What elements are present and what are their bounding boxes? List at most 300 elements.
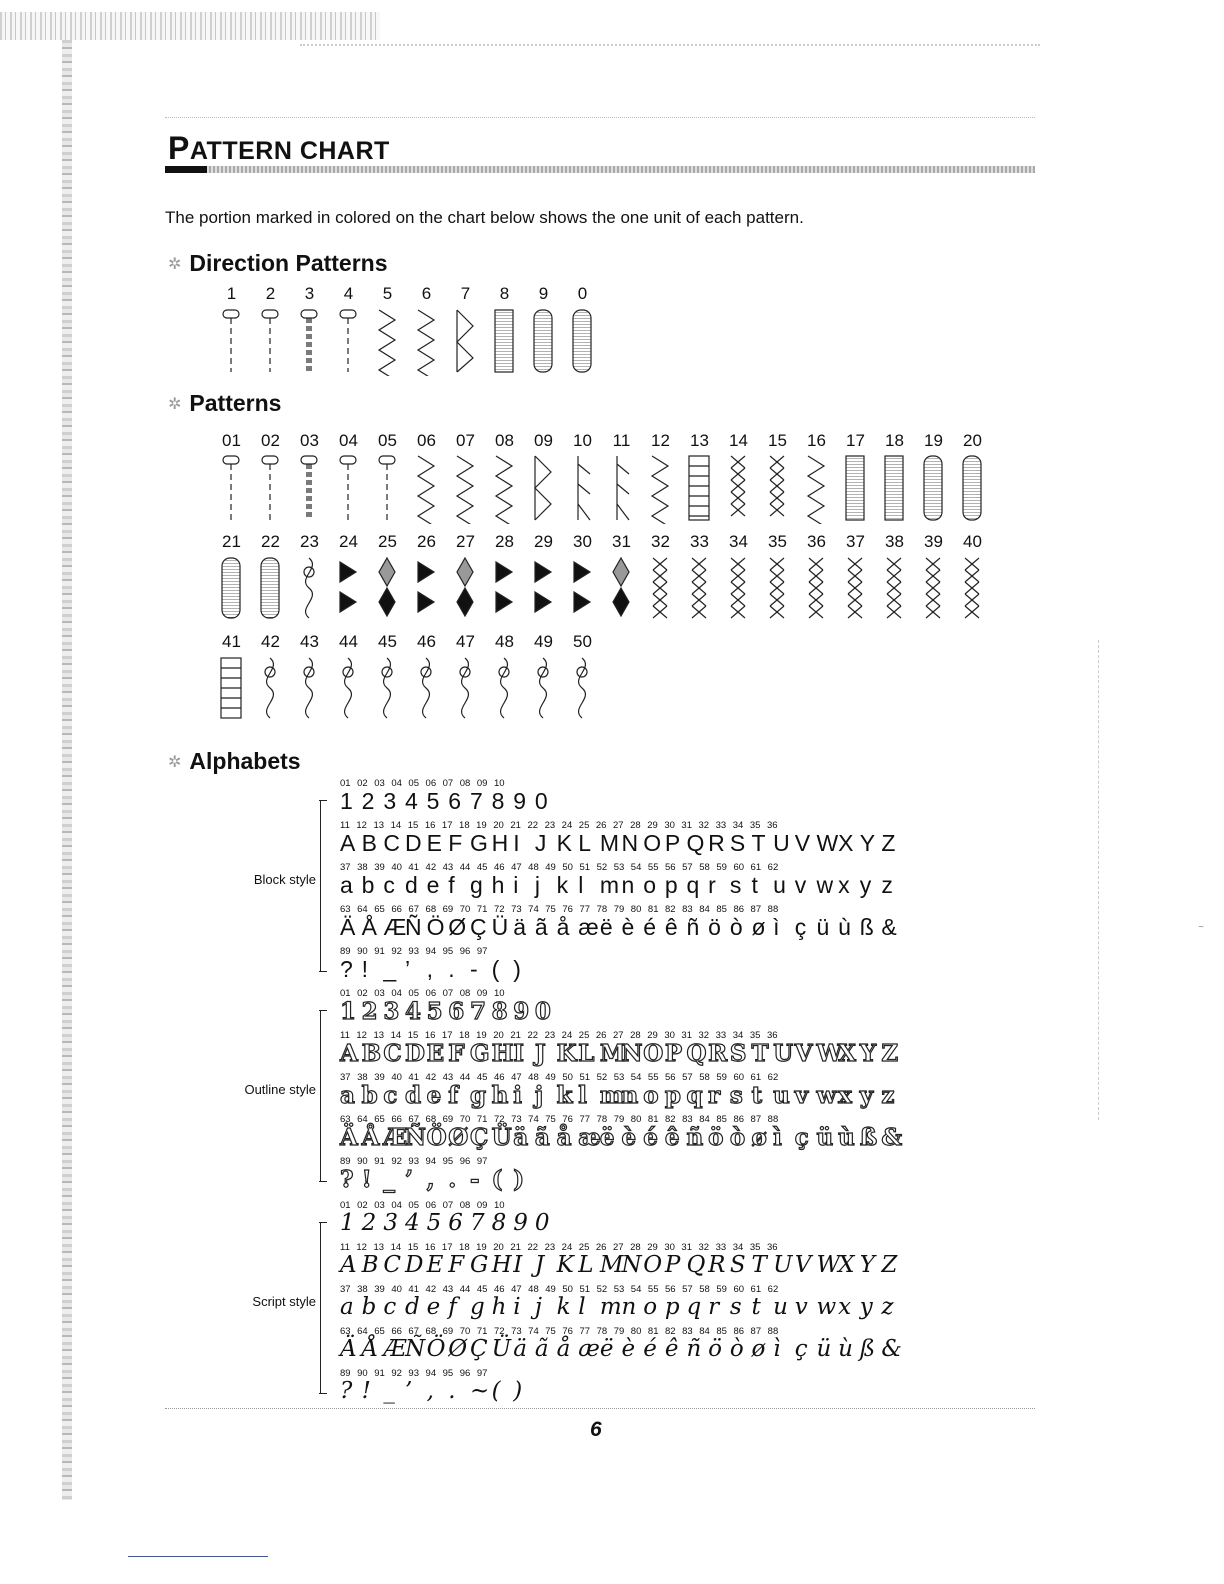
- alphabet-bracket: [320, 800, 321, 972]
- pattern-stitch-33: [692, 558, 706, 618]
- alphabet-char: q: [686, 872, 700, 898]
- alphabet-char: Ç: [469, 1336, 488, 1362]
- sparkle-icon: ✲: [168, 753, 182, 771]
- alphabet-char: .: [448, 1378, 456, 1404]
- alphabet-char: ?: [340, 1166, 354, 1193]
- pattern-stitch-43: [304, 658, 314, 718]
- pattern-number: 11: [612, 431, 631, 450]
- alphabet-char: Ö: [426, 1124, 447, 1151]
- alphabet-char: Y: [859, 1040, 877, 1067]
- alphabet-char: ’: [404, 1378, 413, 1404]
- alphabet-char: d: [404, 872, 418, 898]
- page-number: 6: [590, 1418, 602, 1441]
- alphabet-char: ù: [838, 914, 851, 940]
- pattern-stitch-10: [578, 456, 590, 520]
- alphabet-char: ã: [534, 1124, 550, 1151]
- alphabet-char: J: [534, 1252, 545, 1278]
- pattern-number: 25: [378, 532, 397, 551]
- alphabet-char: å: [556, 1336, 571, 1362]
- alphabet-number-row: 89 90 91 92 93 94 95 96 97: [340, 946, 488, 957]
- alphabet-char: U: [773, 830, 790, 856]
- pattern-number: 37: [846, 532, 865, 551]
- alphabet-char: 9: [513, 998, 530, 1025]
- alphabet-char: 2: [361, 788, 375, 814]
- alphabet-char: ’: [404, 956, 411, 982]
- alphabet-char: V: [794, 1040, 813, 1067]
- alphabet-char-row: [340, 874, 903, 897]
- alphabet-char: Z: [881, 830, 896, 856]
- pattern-number: 43: [300, 632, 319, 651]
- pattern-stitch-22: [261, 558, 279, 618]
- alphabet-char: H: [491, 830, 509, 856]
- alphabet-char: è: [621, 1124, 637, 1151]
- alphabet-bracket: [320, 1010, 321, 1182]
- title-underline-bar: [165, 166, 1035, 173]
- alphabet-char: Ä: [340, 1336, 357, 1362]
- pattern-number: 08: [495, 431, 514, 450]
- pattern-number: 49: [534, 632, 553, 651]
- pattern-stitch-03: [301, 456, 317, 520]
- pattern-stitch-19: [924, 456, 942, 520]
- alphabet-char: T: [751, 830, 766, 856]
- pattern-stitch-07: [457, 456, 473, 524]
- alphabet-char: B: [361, 1040, 382, 1067]
- alphabet-char: y: [859, 1082, 874, 1109]
- alphabet-char: b: [361, 872, 375, 898]
- alphabet-char: Ø: [448, 1124, 469, 1151]
- alphabet-char: .: [448, 956, 455, 982]
- alphabet-char: v: [794, 1294, 808, 1320]
- alphabet-char: g: [469, 1294, 485, 1320]
- alphabet-style-label: Script style: [252, 1294, 316, 1309]
- scan-mark: ~: [1198, 922, 1204, 933]
- alphabet-char: R: [708, 1252, 726, 1278]
- alphabet-char: 8: [491, 1210, 507, 1236]
- alphabet-char: v: [794, 1082, 809, 1109]
- alphabet-char: 0: [534, 998, 551, 1025]
- alphabet-char: 0: [534, 788, 548, 814]
- alphabet-char: ?: [340, 1378, 353, 1404]
- alphabet-char-row: [340, 1000, 557, 1023]
- pattern-stitch-11: [617, 456, 629, 520]
- alphabet-char-row: [340, 1042, 903, 1065]
- alphabet-char: Ö: [426, 1336, 446, 1362]
- alphabet-number-row: 37 38 39 40 41 42 43 44 45 46 47 48 49 50 51 52 53 54 55 56 57 58 59 60 61 62: [340, 1284, 779, 1295]
- top-dotted-rule: [300, 44, 1040, 46]
- alphabet-char: Ü: [491, 914, 509, 940]
- alphabet-char: F: [448, 830, 463, 856]
- pattern-number: 4: [343, 284, 354, 303]
- alphabet-char: S: [729, 1040, 747, 1067]
- alphabet-char: t: [751, 1082, 763, 1109]
- alphabet-char: ò: [729, 914, 743, 940]
- pattern-number: 15: [768, 431, 787, 450]
- alphabet-char: u: [773, 1294, 788, 1320]
- alphabet-char: l: [578, 1294, 586, 1320]
- alphabet-char: N: [621, 1252, 642, 1278]
- header-rule: [165, 117, 1035, 118]
- alphabet-char-row: [340, 790, 557, 813]
- alphabet-char: k: [556, 872, 569, 898]
- alphabet-char: c: [383, 1294, 397, 1320]
- alphabet-char: 1: [340, 1210, 355, 1236]
- alphabet-char: ã: [534, 914, 548, 940]
- alphabet-char: B: [361, 1252, 379, 1278]
- pattern-number: 3: [304, 284, 315, 303]
- alphabet-char: -: [469, 1166, 480, 1193]
- alphabet-char: s: [729, 1082, 743, 1109]
- pattern-number: 02: [261, 431, 280, 450]
- alphabet-char: ø: [751, 1124, 767, 1151]
- pattern-stitch-13: [689, 456, 709, 520]
- pattern-numbers-row-3: [212, 632, 602, 652]
- alphabet-char: G: [469, 1040, 490, 1067]
- alphabet-char: ù: [838, 1124, 855, 1151]
- alphabet-char: ): [513, 956, 521, 982]
- alphabet-char: ä: [513, 914, 527, 940]
- scan-edge-top: [0, 12, 380, 40]
- alphabet-number-row: 63 64 65 66 67 68 69 70 71 72 73 74 75 76 77 78 79 80 81 82 83 84 85 86 87 88: [340, 904, 779, 915]
- alphabet-char: è: [621, 914, 635, 940]
- pattern-number: 8: [499, 284, 510, 303]
- alphabet-char: ë: [599, 914, 613, 940]
- alphabet-char-row: [340, 1296, 903, 1319]
- alphabet-char: T: [751, 1252, 767, 1278]
- direction-stitch-drawings: [212, 306, 602, 376]
- alphabet-char: ì: [773, 1336, 781, 1362]
- pattern-number: 32: [651, 532, 670, 551]
- pattern-stitch-20: [963, 456, 981, 520]
- pattern-number: 23: [300, 532, 319, 551]
- alphabet-char: r: [708, 872, 716, 898]
- pattern-stitch-38: [887, 558, 901, 618]
- pattern-number: 5: [382, 284, 393, 303]
- alphabet-char: u: [773, 872, 786, 898]
- alphabet-char: ê: [664, 1124, 680, 1151]
- alphabet-char: X: [838, 1252, 855, 1278]
- alphabet-char: 4: [404, 1210, 420, 1236]
- alphabet-char: y: [859, 872, 872, 898]
- alphabet-char: Ø: [448, 914, 467, 940]
- alphabet-char: ä: [513, 1336, 527, 1362]
- pattern-stitch-42: [265, 658, 275, 718]
- alphabet-char: X: [838, 830, 854, 856]
- alphabet-char: o: [643, 1294, 658, 1320]
- alphabet-char: &: [881, 1124, 903, 1151]
- alphabet-char: D: [404, 1252, 424, 1278]
- alphabet-char: ë: [599, 1336, 614, 1362]
- pattern-number: 50: [573, 632, 592, 651]
- pattern-stitch-34: [731, 558, 745, 618]
- alphabet-char: W: [816, 830, 839, 856]
- alphabet-char: æ: [578, 914, 599, 940]
- alphabet-char: M: [599, 1040, 626, 1067]
- pattern-stitch-23: [304, 558, 314, 618]
- pattern-stitch-08: [496, 456, 512, 524]
- pattern-number: 13: [690, 431, 709, 450]
- pattern-stitch-21: [222, 558, 240, 618]
- alphabet-char: m: [599, 1294, 622, 1320]
- alphabet-char: I: [513, 830, 520, 856]
- alphabet-char: ,: [426, 1166, 435, 1193]
- alphabet-char: i: [513, 1294, 521, 1320]
- alphabet-char: w: [816, 1294, 837, 1320]
- alphabet-char: x: [838, 872, 850, 898]
- pattern-number: 33: [690, 532, 709, 551]
- alphabet-number-row: 11 12 13 14 15 16 17 18 19 20 21 22 23 24 25 26 27 28 29 30 31 32 33 34 35 36: [340, 820, 778, 831]
- alphabet-char: P: [664, 1252, 681, 1278]
- pattern-number: 45: [378, 632, 397, 651]
- pattern-number: 42: [261, 632, 280, 651]
- alphabet-char: M: [599, 1252, 624, 1278]
- alphabet-char: Å: [361, 1336, 379, 1362]
- alphabet-char: 6: [448, 998, 465, 1025]
- pattern-stitch-35: [770, 558, 784, 618]
- alphabet-char: Ø: [448, 1336, 468, 1362]
- alphabet-char: ö: [708, 1124, 724, 1151]
- alphabet-number-row: 37 38 39 40 41 42 43 44 45 46 47 48 49 50 51 52 53 54 55 56 57 58 59 60 61 62: [340, 1072, 779, 1083]
- alphabet-char: p: [664, 1294, 680, 1320]
- alphabet-char: !: [361, 956, 369, 982]
- pattern-stitch-39: [926, 558, 940, 618]
- alphabet-char: ã: [534, 1336, 549, 1362]
- alphabet-char: g: [469, 872, 483, 898]
- alphabet-char: P: [664, 830, 681, 856]
- pattern-number: 26: [417, 532, 436, 551]
- alphabet-char: L: [578, 1252, 594, 1278]
- alphabet-style-label: Outline style: [244, 1082, 316, 1097]
- alphabet-number-row: 37 38 39 40 41 42 43 44 45 46 47 48 49 50 51 52 53 54 55 56 57 58 59 60 61 62: [340, 862, 779, 873]
- pattern-number: 16: [807, 431, 826, 450]
- pattern-number: 30: [573, 532, 592, 551]
- alphabet-char: ,: [426, 956, 434, 982]
- pattern-stitch-25: [379, 558, 395, 616]
- alphabet-char: f: [448, 1294, 457, 1320]
- pattern-number: 04: [339, 431, 358, 450]
- alphabet-char: N: [621, 830, 639, 856]
- alphabet-char: K: [556, 1040, 577, 1067]
- alphabet-char: ö: [708, 914, 721, 940]
- alphabet-char: f: [448, 872, 455, 898]
- alphabet-char: 3: [383, 998, 400, 1025]
- alphabet-char: F: [448, 1252, 465, 1278]
- pattern-number: 0: [577, 284, 588, 303]
- alphabet-char: ø: [751, 914, 766, 940]
- alphabet-char: è: [621, 1336, 636, 1362]
- pattern-stitch-28: [496, 562, 512, 612]
- alphabet-number-row: 11 12 13 14 15 16 17 18 19 20 21 22 23 24 25 26 27 28 29 30 31 32 33 34 35 36: [340, 1242, 778, 1253]
- alphabet-char: K: [556, 830, 572, 856]
- alphabet-char: E: [426, 830, 442, 856]
- alphabet-char: (: [491, 956, 500, 982]
- pattern-stitch-05: [379, 456, 395, 520]
- section-alphabets: ✲ Alphabets: [168, 748, 301, 774]
- pattern-number: 09: [534, 431, 553, 450]
- pattern-stitch-50: [577, 658, 587, 718]
- alphabet-char: j: [534, 1082, 544, 1109]
- direction-stitch-4: [340, 310, 356, 372]
- alphabet-char: G: [469, 830, 488, 856]
- alphabet-char: o: [643, 872, 656, 898]
- alphabet-char: Ç: [469, 1124, 489, 1151]
- alphabet-char: (: [491, 1378, 501, 1404]
- pattern-stitch-36: [809, 558, 823, 618]
- direction-stitch-8: [495, 310, 513, 372]
- alphabet-char: ò: [729, 1336, 744, 1362]
- alphabet-char: K: [556, 1252, 574, 1278]
- pattern-stitch-04: [340, 456, 356, 520]
- pattern-number: 40: [963, 532, 982, 551]
- alphabet-char: j: [534, 872, 541, 898]
- alphabet-char: M: [599, 830, 620, 856]
- alphabet-char: 1: [340, 998, 357, 1025]
- alphabet-char: e: [426, 1294, 441, 1320]
- alphabet-char: ü: [816, 914, 830, 940]
- pattern-number: 46: [417, 632, 436, 651]
- alphabet-char: ?: [340, 956, 353, 982]
- alphabet-char: é: [643, 1124, 658, 1151]
- pattern-number: 35: [768, 532, 787, 551]
- alphabet-char: p: [664, 872, 678, 898]
- alphabet-char: q: [686, 1294, 702, 1320]
- alphabet-number-row: 01 02 03 04 05 06 07 08 09 10: [340, 778, 505, 789]
- alphabet-char: E: [426, 1040, 445, 1067]
- alphabet-char: H: [491, 1040, 514, 1067]
- alphabet-number-row: 63 64 65 66 67 68 69 70 71 72 73 74 75 76 77 78 79 80 81 82 83 84 85 86 87 88: [340, 1326, 779, 1337]
- alphabet-char: 2: [361, 998, 378, 1025]
- alphabet-char: A: [340, 1252, 357, 1278]
- pattern-number: 1: [226, 284, 237, 303]
- alphabet-char: a: [340, 1294, 354, 1320]
- alphabet-char: l: [578, 1082, 587, 1109]
- pattern-stitch-44: [343, 658, 353, 718]
- alphabet-char: C: [383, 830, 400, 856]
- pattern-number: 05: [378, 431, 397, 450]
- alphabet-char: N: [621, 1040, 643, 1067]
- alphabet-char: t: [751, 1294, 761, 1320]
- alphabet-char: ò: [729, 1124, 746, 1151]
- alphabet-char: Ü: [491, 1336, 511, 1362]
- alphabet-char: b: [361, 1082, 378, 1109]
- alphabet-char: 7: [469, 998, 486, 1025]
- alphabet-char: h: [491, 1082, 509, 1109]
- pattern-numbers-row-2: [212, 532, 992, 552]
- pattern-stitch-45: [382, 658, 392, 718]
- alphabet-char: æ: [578, 1124, 601, 1151]
- alphabet-char: Q: [686, 1252, 706, 1278]
- pattern-number: 24: [339, 532, 358, 551]
- pattern-stitch-row-3: [212, 654, 612, 722]
- alphabet-char: s: [729, 1294, 742, 1320]
- alphabet-char: B: [361, 830, 377, 856]
- alphabet-char: q: [686, 1082, 703, 1109]
- alphabet-char: r: [708, 1294, 720, 1320]
- alphabet-char: o: [643, 1082, 659, 1109]
- pattern-number: 03: [300, 431, 319, 450]
- alphabet-char: t: [751, 872, 758, 898]
- alphabet-char: _: [383, 1378, 395, 1404]
- pattern-numbers-row-1: [212, 431, 992, 451]
- alphabet-char: z: [881, 872, 893, 898]
- alphabet-number-row: 89 90 91 92 93 94 95 96 97: [340, 1156, 488, 1167]
- alphabet-char: d: [404, 1082, 422, 1109]
- alphabet-char-row: [340, 1084, 903, 1107]
- alphabet-char: k: [556, 1294, 571, 1320]
- pattern-stitch-24: [340, 562, 356, 612]
- alphabet-char: Å: [361, 914, 377, 940]
- alphabet-char: ç: [794, 1336, 808, 1362]
- pattern-number: 9: [538, 284, 549, 303]
- alphabet-char-row: [340, 958, 535, 981]
- section-patterns: ✲ Patterns: [168, 390, 282, 416]
- direction-stitch-3: [301, 310, 317, 372]
- alphabet-char: Ñ: [404, 1124, 426, 1151]
- pattern-number: 19: [924, 431, 943, 450]
- pattern-stitch-27: [457, 558, 473, 616]
- alphabet-char: ,: [426, 1378, 434, 1404]
- alphabet-char: U: [773, 1040, 794, 1067]
- pattern-number: 07: [456, 431, 475, 450]
- pattern-stitch-41: [221, 658, 241, 718]
- alphabet-char: y: [859, 1294, 873, 1320]
- pattern-number: 06: [417, 431, 436, 450]
- alphabet-char: W: [816, 1040, 843, 1067]
- pattern-stitch-15: [770, 456, 784, 516]
- direction-stitch-2: [262, 310, 278, 372]
- alphabet-char: Æ: [383, 1124, 408, 1151]
- pattern-number: 2: [265, 284, 276, 303]
- alphabet-char: å: [556, 914, 570, 940]
- pattern-stitch-40: [965, 558, 979, 618]
- alphabet-char: Æ: [383, 1336, 407, 1362]
- alphabet-char: Q: [686, 830, 705, 856]
- alphabet-char: 9: [513, 788, 527, 814]
- pattern-stitch-14: [731, 456, 745, 516]
- pattern-number: 27: [456, 532, 475, 551]
- alphabet-char: Z: [881, 1252, 898, 1278]
- alphabet-char-row: [340, 832, 903, 855]
- alphabet-char: A: [340, 1040, 358, 1067]
- footer-rule: [165, 1408, 1035, 1409]
- alphabet-char: ~: [469, 1378, 490, 1404]
- alphabet-char-row: [340, 1168, 535, 1191]
- alphabet-char: D: [404, 830, 422, 856]
- alphabet-char: g: [469, 1082, 487, 1109]
- alphabet-char: 5: [426, 998, 443, 1025]
- alphabet-char: é: [643, 1336, 657, 1362]
- alphabet-char: 6: [448, 1210, 463, 1236]
- alphabet-char: v: [794, 872, 807, 898]
- alphabet-char: p: [664, 1082, 681, 1109]
- direction-stitch-1: [223, 310, 239, 372]
- pattern-number: 47: [456, 632, 475, 651]
- alphabet-char: ñ: [686, 1124, 704, 1151]
- alphabet-char: R: [708, 830, 725, 856]
- alphabet-char: R: [708, 1040, 728, 1067]
- pattern-stitch-32: [653, 558, 667, 618]
- alphabet-char: Ñ: [404, 1336, 426, 1362]
- alphabet-char: T: [751, 1040, 769, 1067]
- alphabet-char: 1: [340, 788, 353, 814]
- pattern-stitch-49: [538, 658, 548, 718]
- alphabet-char: 5: [426, 1210, 442, 1236]
- direction-stitch-0: [573, 310, 591, 372]
- alphabet-char: H: [491, 1252, 512, 1278]
- alphabet-char: 0: [534, 1210, 550, 1236]
- alphabet-char: i: [513, 1082, 522, 1109]
- pattern-stitch-12: [652, 456, 668, 524]
- alphabet-char: ñ: [686, 914, 700, 940]
